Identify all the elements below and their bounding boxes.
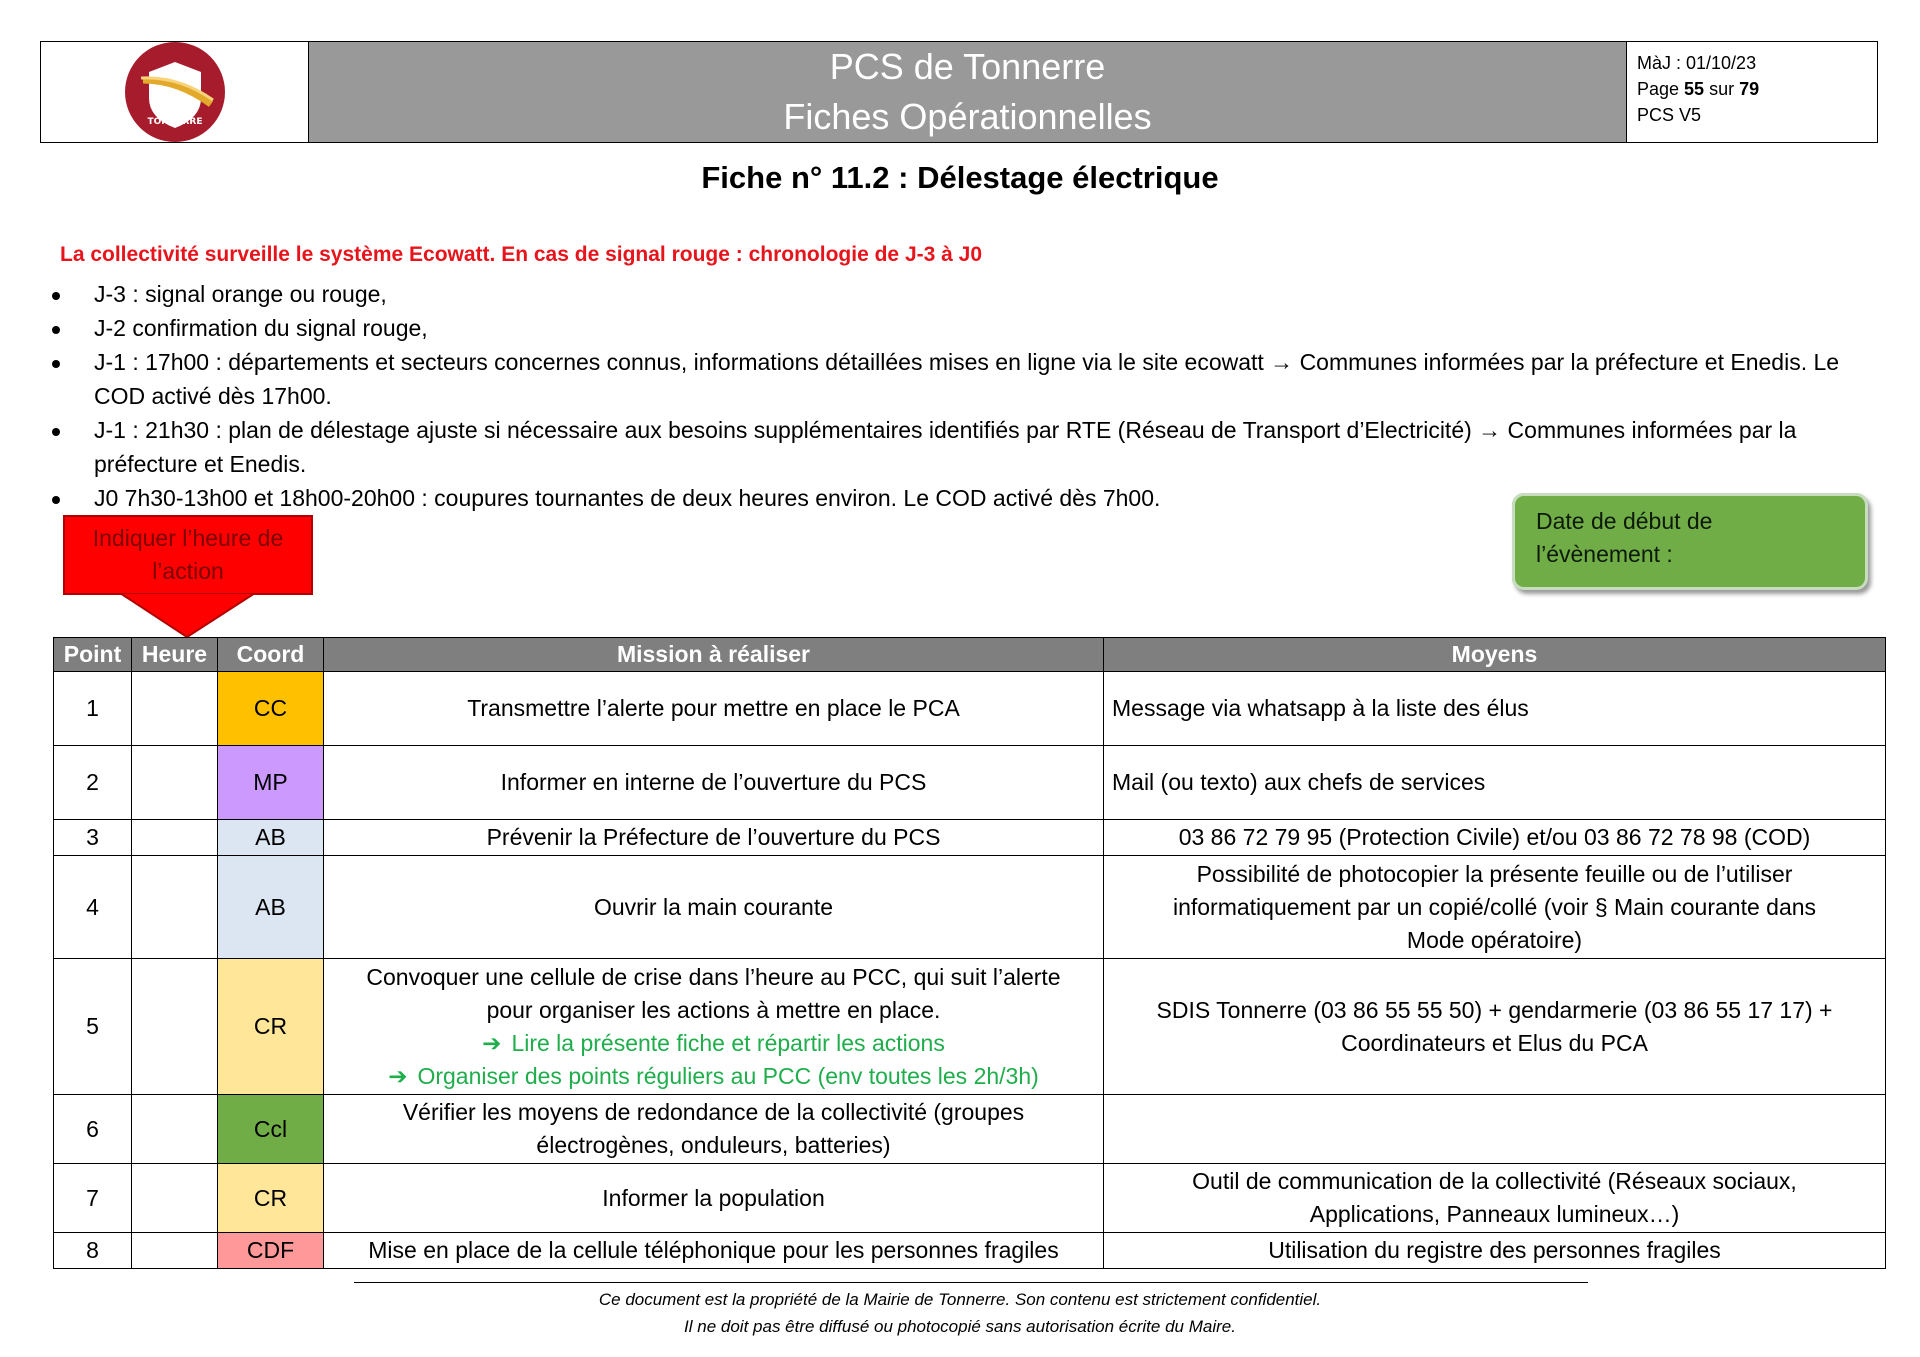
- heure-cell[interactable]: [132, 959, 218, 1095]
- point-cell: 6: [54, 1095, 132, 1164]
- tonnerre-logo: [123, 40, 227, 144]
- intro-text: La collectivité surveille le système Ecowatt. En cas de signal rouge : chronologie de J-3 à J0: [60, 243, 983, 266]
- page-header: [40, 41, 1878, 143]
- col-header-coord: Coord: [218, 638, 324, 672]
- mission-cell: Convoquer une cellule de crise dans l’heure au PCC, qui suit l’alerte pour organiser les actions à mettre en place. ➔ Lire la présente fiche et répartir les actions ➔ Organiser des points réguliers au PCC (env toutes les 2h/3h): [324, 959, 1104, 1095]
- time-callout: Indiquer l’heure de l’action: [63, 515, 313, 595]
- logo-cell: [41, 42, 309, 142]
- coord-cell: CDF: [218, 1233, 324, 1269]
- table-row: [54, 820, 1886, 856]
- list-item: J-1 : 17h00 : départements et secteurs concernes connus, informations détaillées mises en ligne via le site ecowatt → Communes informées par la préfecture et Enedis. Le COD activé dès 17h00.: [52, 345, 1872, 413]
- table-row: [54, 856, 1886, 959]
- version: PCS V5: [1637, 105, 1702, 125]
- heure-cell[interactable]: [132, 1164, 218, 1233]
- green-action-2: ➔ Organiser des points réguliers au PCC (env toutes les 2h/3h): [388, 1062, 1039, 1089]
- header-title-line1: PCS de Tonnerre: [829, 46, 1106, 87]
- operations-table: [53, 637, 1886, 1269]
- fiche-title: Fiche n° 11.2 : Délestage électrique: [701, 160, 1219, 195]
- moyens-cell: Mail (ou texto) aux chefs de services: [1104, 746, 1886, 820]
- coord-cell: CR: [218, 959, 324, 1095]
- mission-cell: Ouvrir la main courante: [324, 856, 1104, 959]
- table-row: [54, 1233, 1886, 1269]
- point-cell: 8: [54, 1233, 132, 1269]
- moyens-cell: SDIS Tonnerre (03 86 55 55 50) + gendarmerie (03 86 55 17 17) + Coordinateurs et Elus du PCA: [1104, 959, 1886, 1095]
- moyens-cell: [1104, 1095, 1886, 1164]
- point-cell: 3: [54, 820, 132, 856]
- col-header-mission: Mission à réaliser: [324, 638, 1104, 672]
- header-title: [309, 42, 1627, 142]
- arrow-down-icon: [120, 593, 255, 638]
- moyens-cell: Message via whatsapp à la liste des élus: [1104, 672, 1886, 746]
- mission-cell: Informer la population: [324, 1164, 1104, 1233]
- table-row: [54, 1164, 1886, 1233]
- coord-cell: CR: [218, 1164, 324, 1233]
- mission-cell: Prévenir la Préfecture de l’ouverture du PCS: [324, 820, 1104, 856]
- list-item: J-2 confirmation du signal rouge,: [52, 311, 1872, 345]
- heure-cell[interactable]: [132, 1095, 218, 1164]
- arrow-right-icon: ➔: [482, 1029, 502, 1056]
- point-cell: 1: [54, 672, 132, 746]
- bullet-icon: [52, 428, 60, 436]
- heure-cell[interactable]: [132, 820, 218, 856]
- coord-cell: AB: [218, 820, 324, 856]
- coord-cell: MP: [218, 746, 324, 820]
- bullet-icon: [52, 292, 60, 300]
- bullet-icon: [52, 326, 60, 334]
- list-item: J0 7h30-13h00 et 18h00-20h00 : coupures tournantes de deux heures environ. Le COD activé dès 7h00.: [52, 481, 1872, 515]
- page-count: Page 55 sur 79: [1637, 79, 1760, 99]
- mission-cell: Transmettre l’alerte pour mettre en place le PCA: [324, 672, 1104, 746]
- coord-cell: CC: [218, 672, 324, 746]
- table-row: [54, 672, 1886, 746]
- coord-cell: AB: [218, 856, 324, 959]
- moyens-cell: 03 86 72 79 95 (Protection Civile) et/ou 03 86 72 78 98 (COD): [1104, 820, 1886, 856]
- page-number: 55: [1684, 79, 1705, 99]
- heure-cell[interactable]: [132, 856, 218, 959]
- col-header-heure: Heure: [132, 638, 218, 672]
- point-cell: 5: [54, 959, 132, 1095]
- footer-line-2: Il ne doit pas être diffusé ou photocopié sans autorisation écrite du Maire.: [684, 1317, 1236, 1336]
- point-cell: 2: [54, 746, 132, 820]
- point-cell: 4: [54, 856, 132, 959]
- mission-cell: Informer en interne de l’ouverture du PCS: [324, 746, 1104, 820]
- table-header-row: [54, 638, 1886, 672]
- bullet-icon: [52, 360, 60, 368]
- green-action-1: ➔ Lire la présente fiche et répartir les actions: [482, 1029, 945, 1056]
- coord-cell: Ccl: [218, 1095, 324, 1164]
- list-item: J-1 : 21h30 : plan de délestage ajuste si nécessaire aux besoins supplémentaires identifiés par RTE (Réseau de Transport d’Electricité) → Communes informées par la préfecture et Enedis.: [52, 413, 1872, 481]
- heure-cell[interactable]: [132, 746, 218, 820]
- table-row: [54, 746, 1886, 820]
- page-total: 79: [1739, 79, 1760, 99]
- footer-divider: [354, 1282, 1588, 1283]
- event-start-date-box[interactable]: Date de début de l’évènement :: [1512, 493, 1868, 590]
- header-meta: [1627, 42, 1877, 142]
- heure-cell[interactable]: [132, 1233, 218, 1269]
- col-header-point: Point: [54, 638, 132, 672]
- update-date: MàJ : 01/10/23: [1637, 53, 1757, 73]
- point-cell: 7: [54, 1164, 132, 1233]
- chronology-list: [52, 277, 1872, 515]
- footer-line-1: Ce document est la propriété de la Mairie de Tonnerre. Son contenu est strictement confidentiel.: [598, 1290, 1322, 1309]
- bullet-icon: [52, 496, 60, 504]
- mission-cell: Mise en place de la cellule téléphonique pour les personnes fragiles: [324, 1233, 1104, 1269]
- col-header-moyens: Moyens: [1104, 638, 1886, 672]
- arrow-right-icon: ➔: [388, 1062, 408, 1089]
- mission-cell: Vérifier les moyens de redondance de la collectivité (groupes électrogènes, onduleurs, batteries): [324, 1095, 1104, 1164]
- svg-text:TONNERRE: TONNERRE: [146, 117, 203, 127]
- header-title-line2: Fiches Opérationnelles: [783, 96, 1152, 137]
- heure-cell[interactable]: [132, 672, 218, 746]
- list-item: J-3 : signal orange ou rouge,: [52, 277, 1872, 311]
- moyens-cell: Possibilité de photocopier la présente feuille ou de l’utiliser informatiquement par un copié/collé (voir § Main courante dans Mode opératoire): [1104, 856, 1886, 959]
- table-row: [54, 959, 1886, 1095]
- table-row: [54, 1095, 1886, 1164]
- moyens-cell: Utilisation du registre des personnes fragiles: [1104, 1233, 1886, 1269]
- moyens-cell: Outil de communication de la collectivité (Réseaux sociaux, Applications, Panneaux lumineux…): [1104, 1164, 1886, 1233]
